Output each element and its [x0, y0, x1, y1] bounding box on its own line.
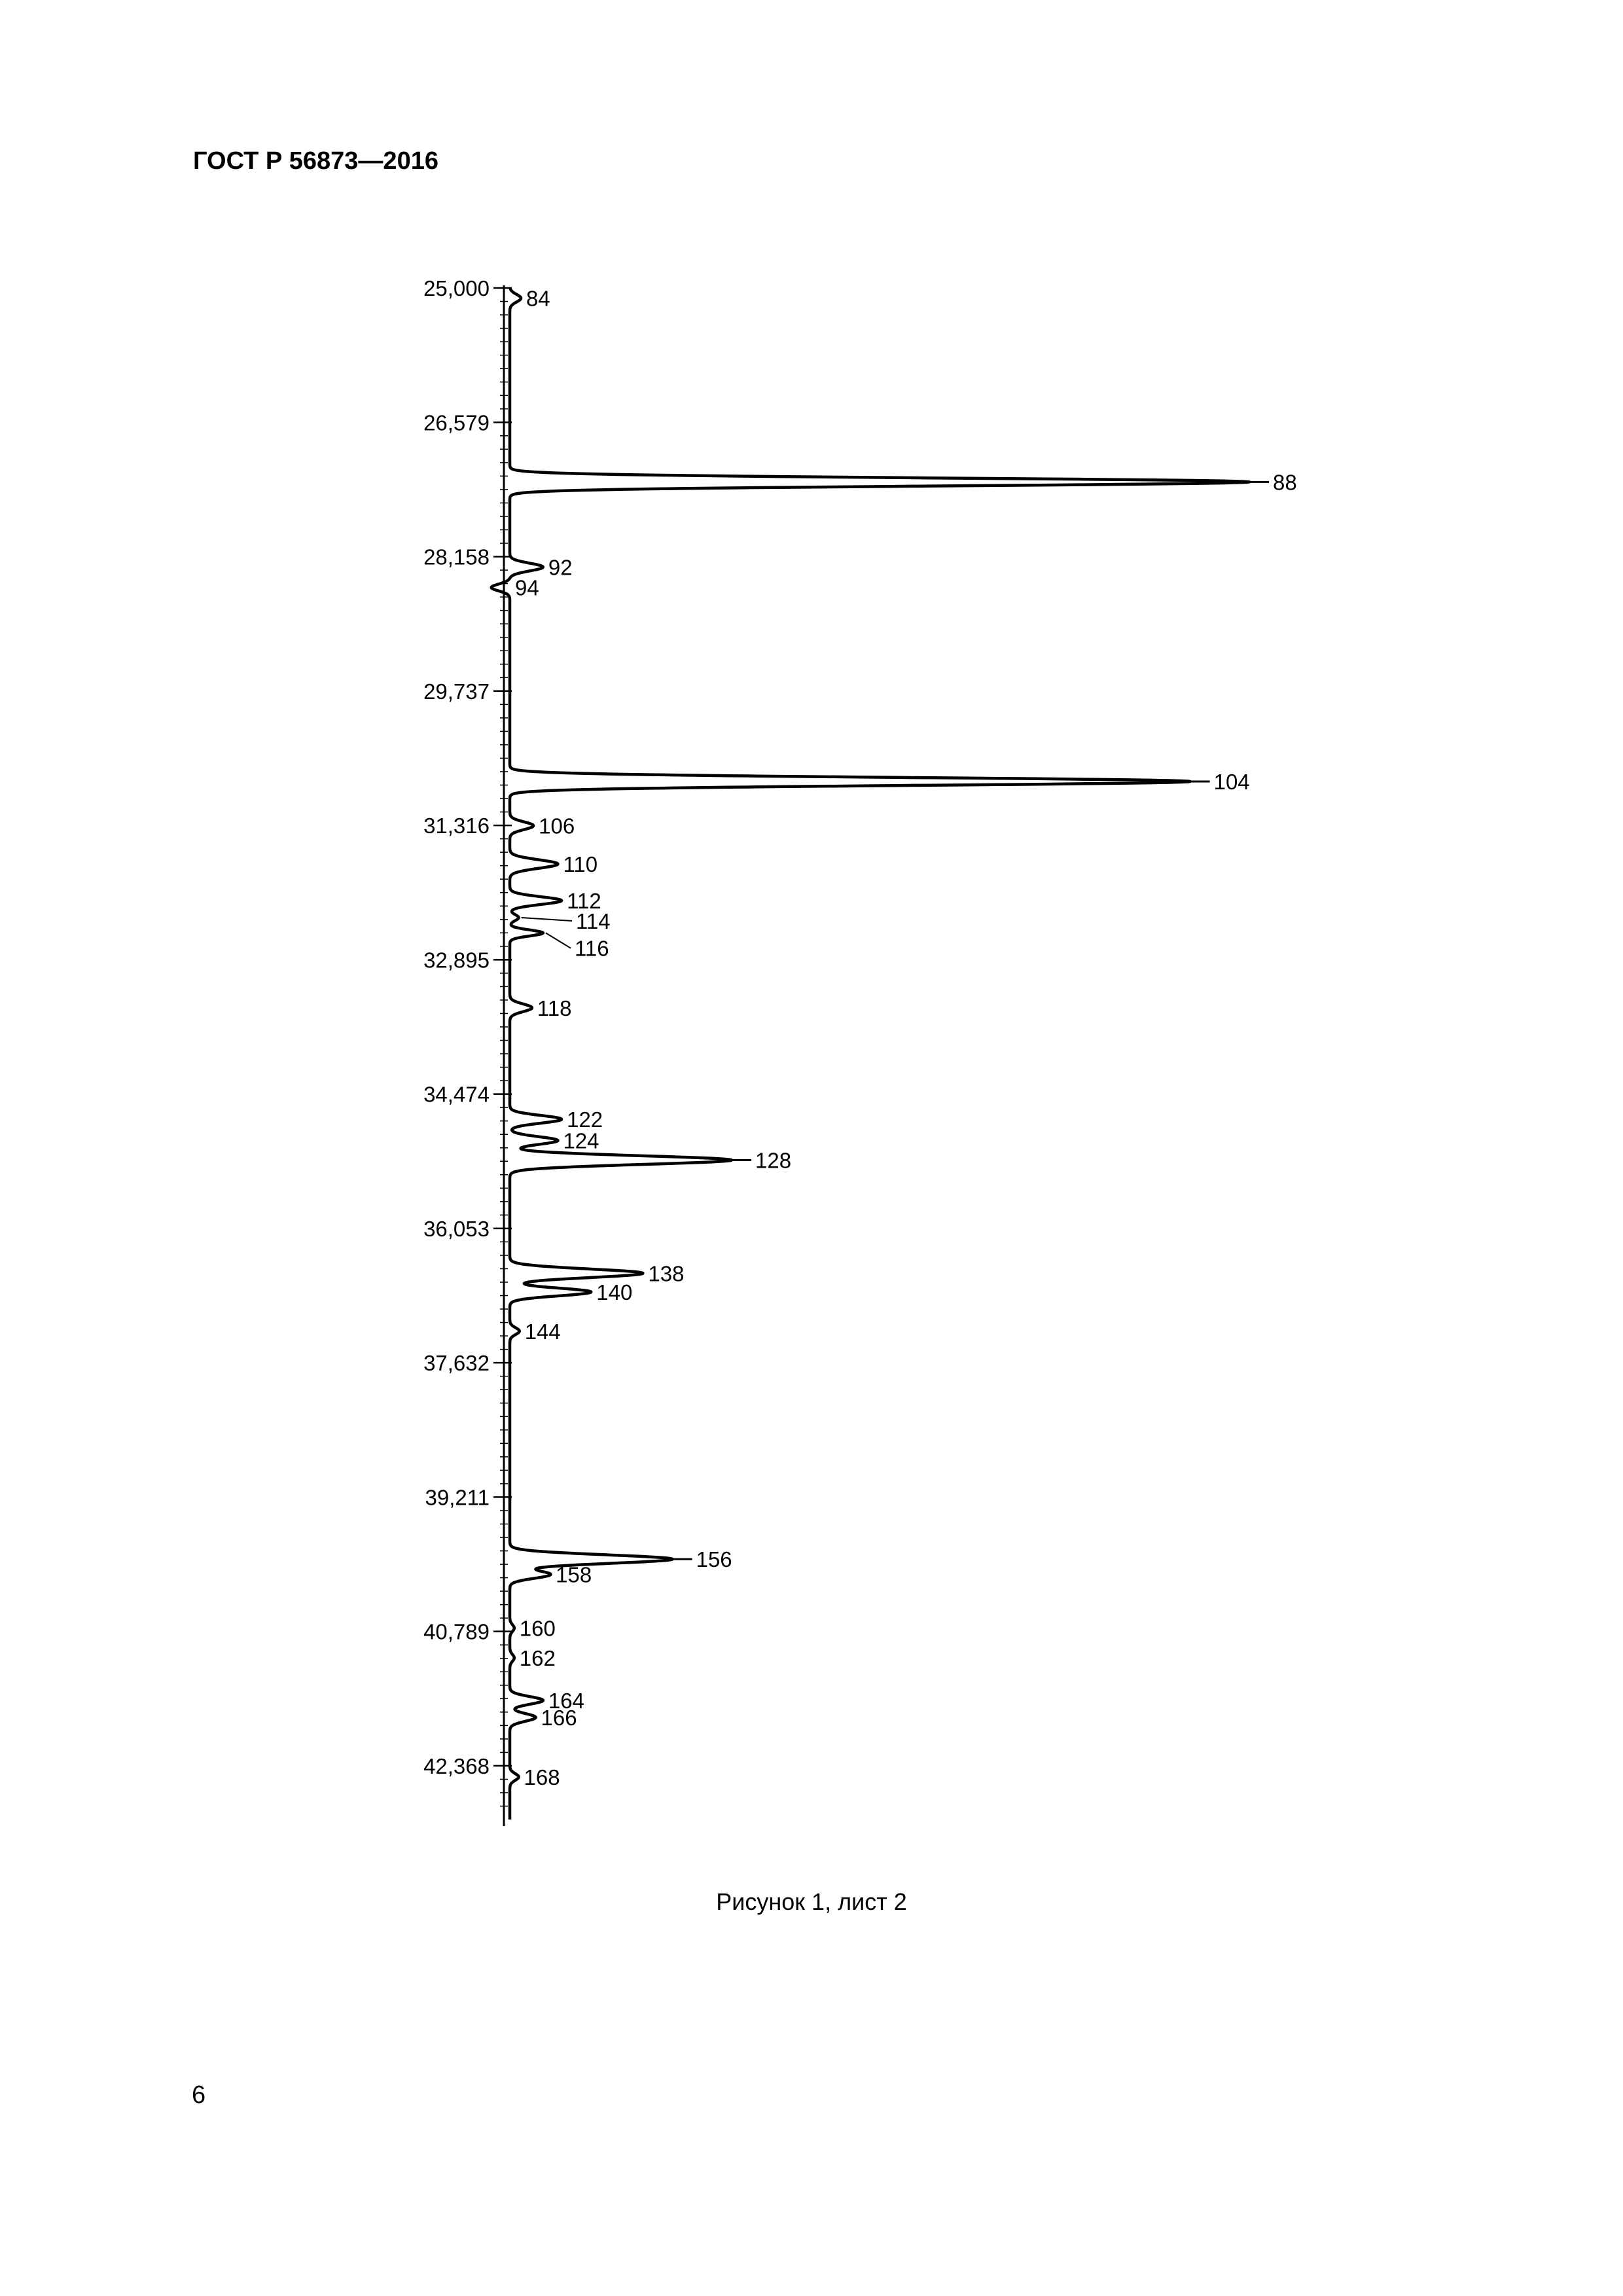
- peak-label-138: 138: [648, 1261, 685, 1286]
- peak-label-162: 162: [519, 1646, 556, 1670]
- axis-tick-label: 31,316: [423, 814, 490, 838]
- peak-label-92: 92: [548, 555, 573, 580]
- axis-tick-label: 37,632: [423, 1351, 490, 1376]
- axis-tick-label: 40,789: [423, 1619, 490, 1644]
- peak-label-128: 128: [755, 1148, 792, 1173]
- peak-label-84: 84: [526, 286, 550, 311]
- document-header: ГОСТ Р 56873—2016: [193, 147, 438, 175]
- axis-tick-label: 25,000: [423, 276, 490, 300]
- axis-tick-label: 39,211: [425, 1485, 490, 1510]
- peak-label-140: 140: [596, 1280, 633, 1304]
- axis-tick-label: 42,368: [423, 1753, 490, 1778]
- peak-label-112: 112: [567, 889, 601, 913]
- peak-label-106: 106: [539, 814, 575, 838]
- axis-tick-label: 28,158: [423, 545, 490, 569]
- peak-label-94: 94: [515, 575, 539, 600]
- peak-label-124: 124: [563, 1128, 599, 1153]
- peak-label-160: 160: [519, 1616, 556, 1641]
- peak-label-118: 118: [537, 996, 572, 1020]
- peak-label-164: 164: [548, 1689, 584, 1713]
- peak-label-166: 166: [541, 1706, 577, 1730]
- axis-tick-label: 36,053: [423, 1216, 490, 1241]
- peak-label-156: 156: [696, 1547, 732, 1572]
- peak-leader-line: [546, 933, 571, 948]
- peak-label-116: 116: [575, 936, 609, 961]
- chromatogram-trace: [491, 288, 1249, 1820]
- peak-label-88: 88: [1273, 470, 1297, 495]
- axis-group: [423, 276, 512, 1826]
- peak-label-group: [515, 287, 1297, 1789]
- peak-label-168: 168: [524, 1765, 560, 1789]
- axis-tick-label: 26,579: [423, 410, 490, 435]
- figure-caption: Рисунок 1, лист 2: [716, 1888, 907, 1915]
- peak-label-158: 158: [556, 1562, 592, 1587]
- peak-label-122: 122: [567, 1107, 603, 1132]
- axis-tick-label: 29,737: [423, 679, 490, 704]
- peak-label-110: 110: [563, 852, 598, 877]
- peak-leader-line: [522, 918, 572, 921]
- peak-label-104: 104: [1213, 770, 1250, 794]
- peak-label-114: 114: [576, 909, 611, 933]
- peak-label-144: 144: [524, 1319, 561, 1344]
- axis-tick-label: 32,895: [423, 948, 490, 973]
- page-number: 6: [192, 2081, 206, 2109]
- axis-tick-label: 34,474: [423, 1082, 490, 1107]
